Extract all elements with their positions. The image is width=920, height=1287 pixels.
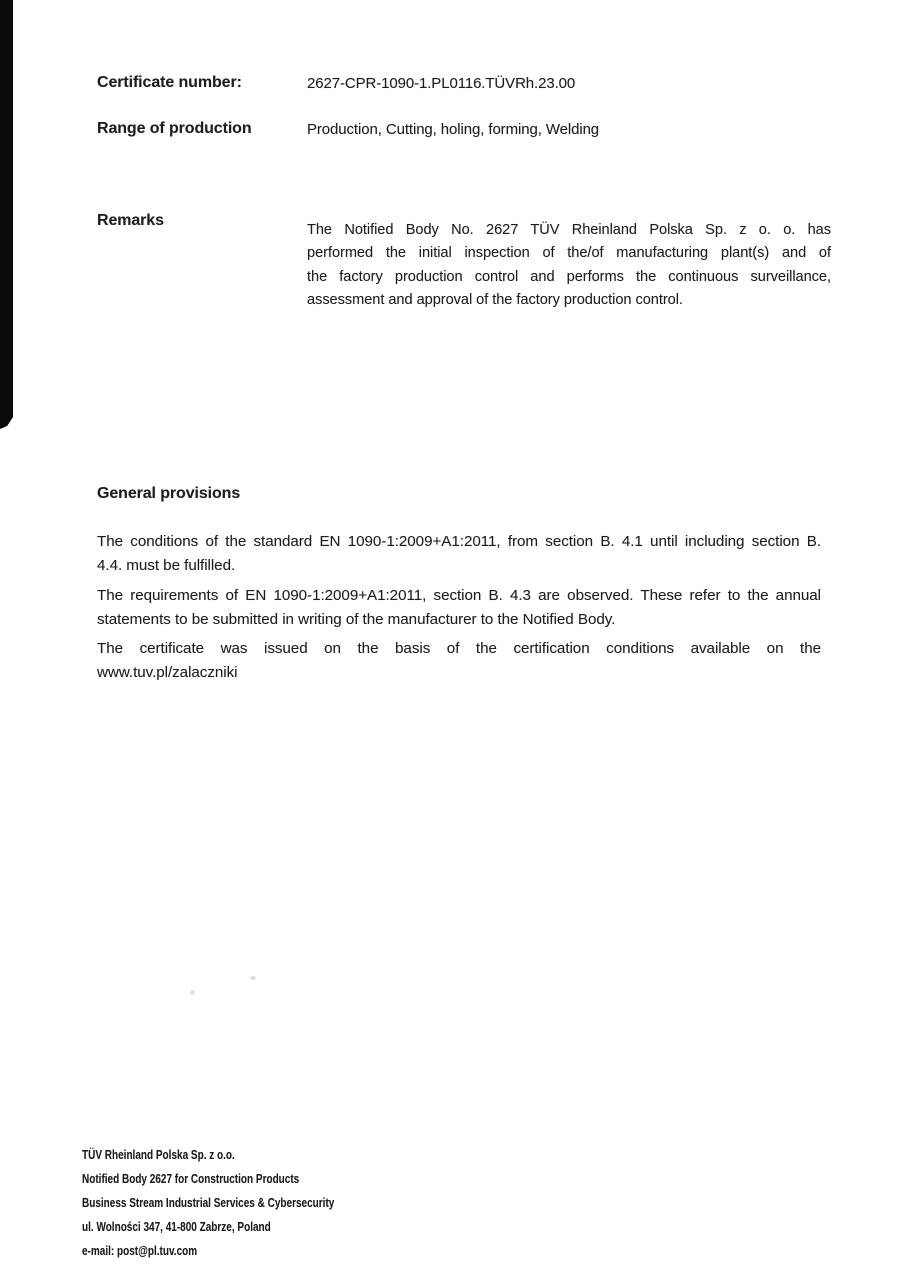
address-line: ul. Wolności 347, 41-800 Zabrze, Poland <box>82 1220 271 1234</box>
business-stream-line: Business Stream Industrial Services & Cybersecurity <box>82 1196 335 1210</box>
remarks-line: The Notified Body No. 2627 TÜV Rheinland Polska Sp. z o. o. has <box>307 222 831 238</box>
issuer-name: TÜV Rheinland Polska Sp. z o.o. <box>82 1148 235 1162</box>
website-url: www.tuv.pl/zalaczniki <box>97 664 238 681</box>
scan-smudge <box>190 990 195 995</box>
scan-smudge <box>250 976 256 980</box>
remarks-line: assessment and approval of the factory production control. <box>307 292 683 309</box>
scanner-edge-artifact <box>0 0 13 429</box>
paragraph-line: The conditions of the standard EN 1090-1:2009+A1:2011, from section B. 4.1 until including section B. <box>97 533 821 550</box>
certificate-number-value: 2627-CPR-1090-1.PL0116.TÜVRh.23.00 <box>307 75 576 92</box>
provisions-paragraph-2 <box>97 584 821 632</box>
remarks-line: the factory production control and performs the continuous surveillance, <box>307 268 831 285</box>
paragraph-line: The certificate was issued on the basis of the certification conditions available on the <box>97 640 821 657</box>
remarks-paragraph <box>307 219 831 313</box>
notified-body-line: Notified Body 2627 for Construction Products <box>82 1172 300 1186</box>
range-of-production-value: Production, Cutting, holing, forming, Welding <box>307 121 600 138</box>
paragraph-line: statements to be submitted in writing of the manufacturer to the Notified Body. <box>97 611 616 628</box>
provisions-paragraph-3 <box>97 637 821 685</box>
email-line: e-mail: post@pl.tuv.com <box>82 1244 198 1258</box>
range-of-production-label: Range of production <box>97 120 252 137</box>
certificate-number-label: Certificate number: <box>97 74 242 91</box>
provisions-paragraph-1 <box>97 530 821 578</box>
issuer-footer <box>82 1143 334 1263</box>
paragraph-line: The requirements of EN 1090-1:2009+A1:2011, section B. 4.3 are observed. These refer to the annual <box>97 587 821 604</box>
remarks-line: performed the initial inspection of the/of manufacturing plant(s) and of <box>307 245 831 262</box>
paragraph-line: 4.4. must be fulfilled. <box>97 557 236 574</box>
general-provisions-heading: General provisions <box>97 485 241 502</box>
remarks-label: Remarks <box>97 212 164 229</box>
